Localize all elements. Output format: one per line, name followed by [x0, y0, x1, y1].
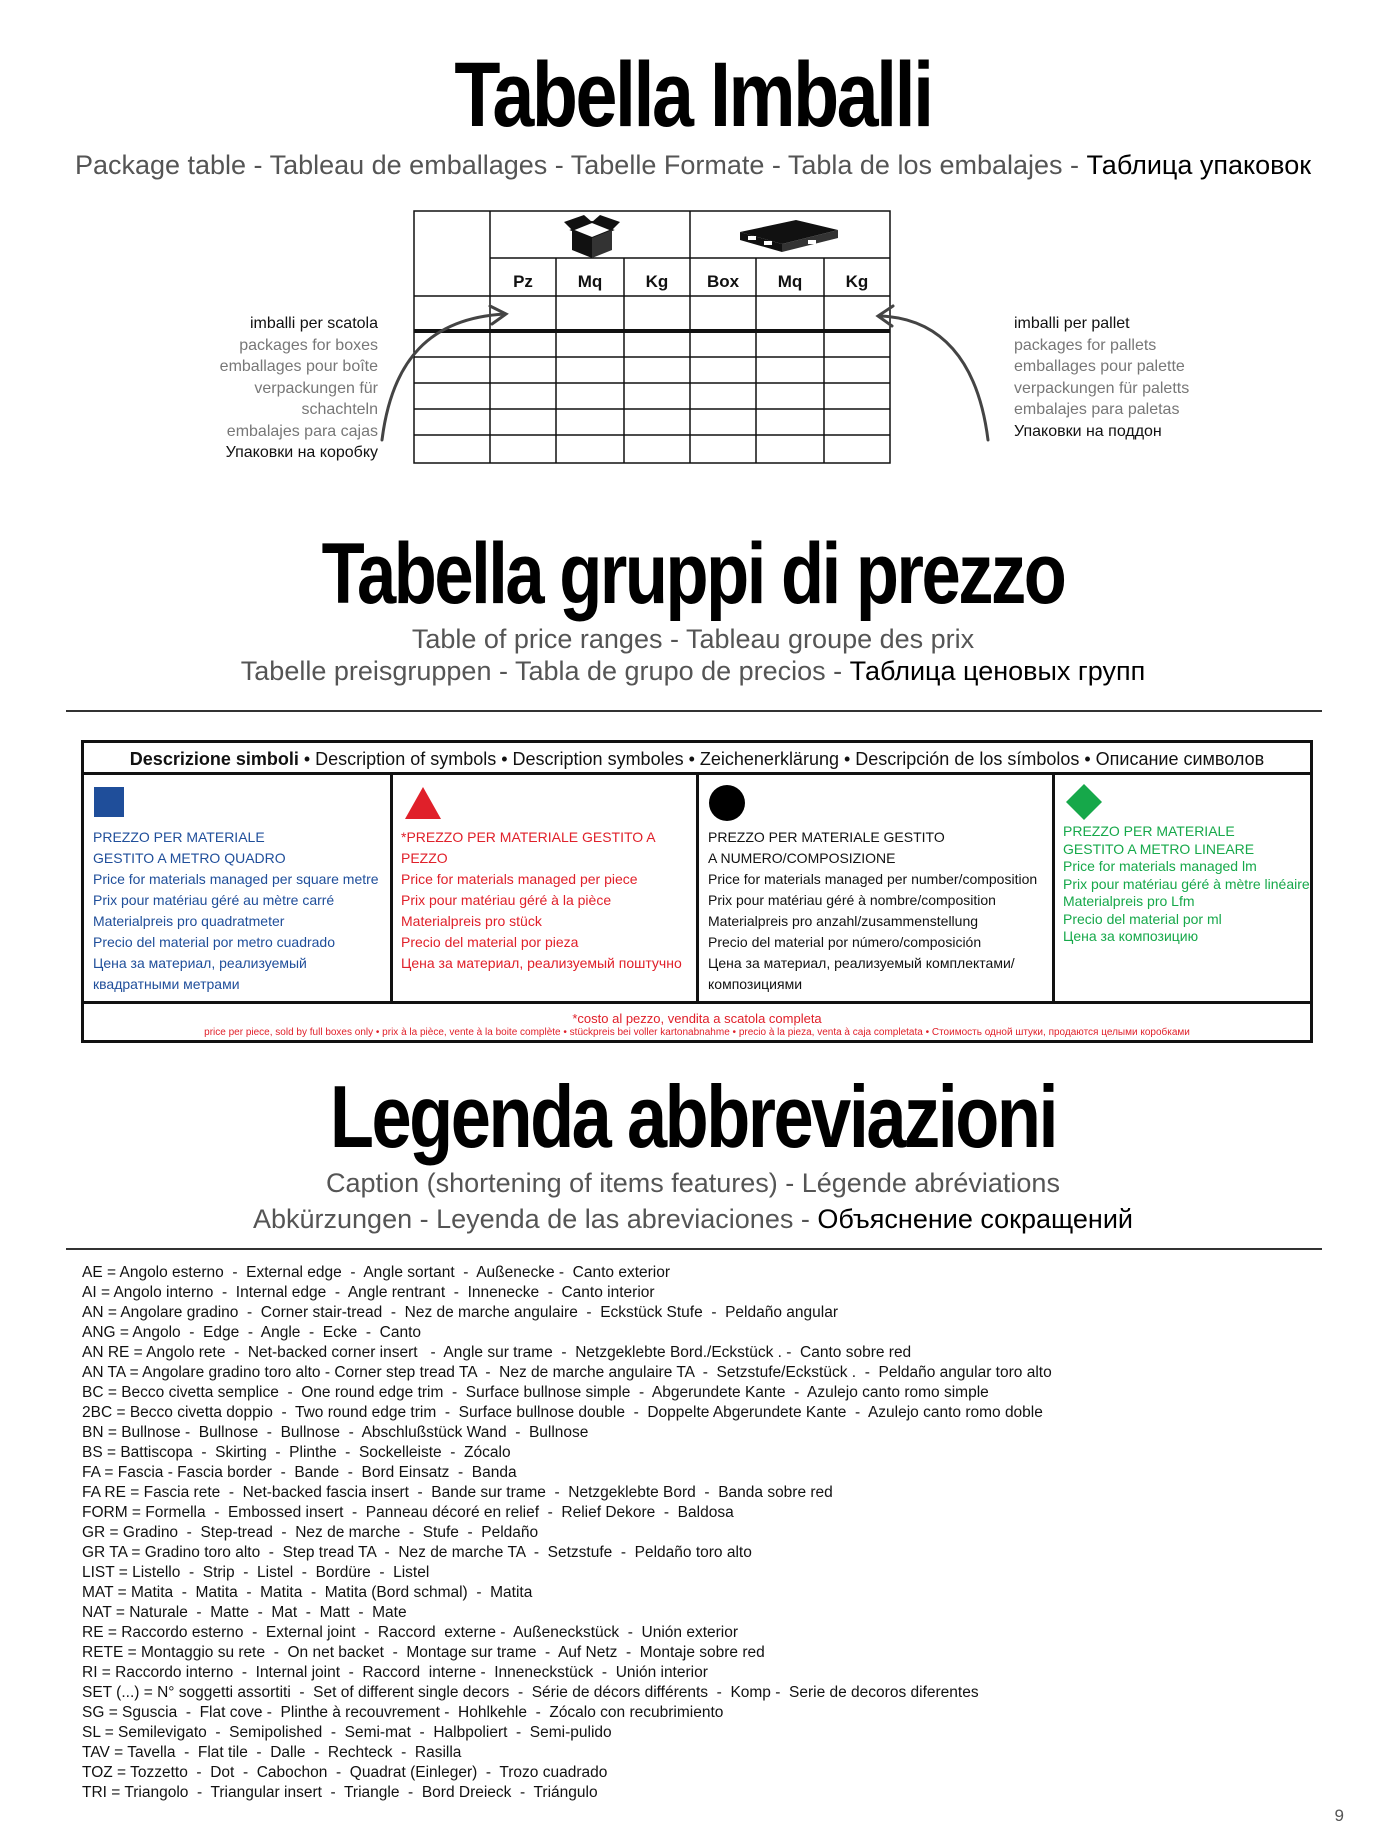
symbols-box — [81, 740, 1313, 1043]
boxes-note: imballi per scatola packages for boxes emballages pour boîte verpackungen für schachteln embalajes para cajas Упаковки на коробку — [219, 315, 378, 461]
abbreviation-list — [82, 1263, 1052, 1803]
list-item: AI = Angolo interno - Internal edge - Angle rentrant - Innenecke - Canto interior — [82, 1284, 655, 1301]
list-item: MAT = Matita - Matita - Matita - Matita (Bord schmal) - Matita — [82, 1584, 533, 1601]
col-box: Box — [706, 272, 740, 291]
list-item: GR TA = Gradino toro alto - Step tread TA - Nez de marche TA - Setzstufe - Peldaño toro alto — [82, 1544, 752, 1561]
list-item: ANG = Angolo - Edge - Angle - Ecke - Canto — [82, 1324, 422, 1341]
list-item: BS = Battiscopa - Skirting - Plinthe - Sockelleiste - Zócalo — [82, 1444, 511, 1461]
list-item: NAT = Naturale - Matte - Mat - Matt - Mate — [82, 1604, 407, 1621]
list-item: BC = Becco civetta semplice - One round edge trim - Surface bullnose simple - Abgerundete Kante - Azulejo canto romo simple — [82, 1384, 989, 1401]
symbols-header: Descrizione simboli • Description of symbols • Description symboles • Zeichenerklärung • Descripción de los símbolos • Описание символов — [84, 743, 1310, 775]
list-item: AN = Angolare gradino - Corner stair-tread - Nez de marche angulaire - Eckstück Stufe - Peldaño angular — [82, 1304, 838, 1321]
list-item: 2BC = Becco civetta doppio - Two round edge trim - Surface bullnose double - Doppelte Abgerundete Kante - Azulejo canto romo doble — [82, 1404, 1043, 1421]
legend-title: Legenda abbreviazioni — [329, 1067, 1057, 1166]
list-item: LIST = Listello - Strip - Listel - Bordüre - Listel — [82, 1564, 430, 1581]
col-mq-pallet: Mq — [777, 272, 803, 291]
list-item: FORM = Formella - Embossed insert - Panneau décoré en relief - Relief Dekore - Baldosa — [82, 1504, 734, 1521]
list-item: AE = Angolo esterno - External edge - Angle sortant - Außenecke - Canto exterior — [82, 1264, 671, 1281]
box-icon — [564, 215, 620, 258]
price-subtitle-1: Table of price ranges - Tableau groupe des prix — [411, 624, 975, 654]
package-subtitle: Package table - Tableau de emballages - Tabelle Formate - Tabla de los embalajes - Таблица упаковок — [74, 150, 1312, 180]
col-mq-box: Mq — [577, 272, 603, 291]
list-item: TOZ = Tozzetto - Dot - Cabochon - Quadrat (Einleger) - Trozo cuadrado — [82, 1764, 608, 1781]
list-item: RETE = Montaggio su rete - On net backet - Montage sur trame - Auf Netz - Montaje sobre red — [82, 1644, 765, 1661]
symbol-col-diamond: PREZZO PER MATERIALE GESTITO A METRO LINEARE Price for materials managed lm Prix pour matériau géré à mètre linéaire Materialpreis pro Lfm Precio del material por ml Цена за композицию — [1052, 775, 1310, 1001]
pallet-icon — [740, 220, 838, 252]
col-pz: Pz — [513, 272, 533, 291]
blue-square-icon — [94, 787, 124, 817]
list-item: GR = Gradino - Step-tread - Nez de marche - Stufe - Peldaño — [82, 1524, 539, 1541]
col-kg-pallet: Kg — [845, 272, 869, 291]
list-item: FA = Fascia - Fascia border - Bande - Bord Einsatz - Banda — [82, 1464, 517, 1481]
black-circle-icon — [709, 785, 745, 821]
list-item: RI = Raccordo interno - Internal joint - Raccord interne - Inneneckstück - Unión interior — [82, 1664, 708, 1681]
symbol-col-square: PREZZO PER MATERIALE GESTITO A METRO QUADRO Price for materials managed per square metre Prix pour matériau géré au mètre carré Materialpreis pro quadratmeter Precio del material por metro cuadrado Цена за материал, реализуемый квадратными метрами — [84, 775, 390, 1001]
list-item: FA RE = Fascia rete - Net-backed fascia insert - Bande sur trame - Netzgeklebte Bord - Banda sobre red — [82, 1484, 833, 1501]
list-item: SL = Semilevigato - Semipolished - Semi-mat - Halbpoliert - Semi-pulido — [82, 1724, 612, 1741]
package-title: Tabella Imballi — [454, 44, 932, 146]
list-item: RE = Raccordo esterno - External joint - Raccord externe - Außeneckstück - Unión exterior — [82, 1624, 739, 1641]
price-title: Tabella gruppi di prezzo — [321, 526, 1065, 622]
list-item: TAV = Tavella - Flat tile - Dalle - Rechteck - Rasilla — [82, 1744, 462, 1761]
symbol-col-triangle: *PREZZO PER MATERIALE GESTITO A PEZZO Price for materials managed per piece Prix pour matériau géré à la pièce Materialpreis pro stück Precio del material por pieza Цена за материал, реализуемый поштучно — [390, 775, 696, 1001]
list-item: BN = Bullnose - Bullnose - Bullnose - Abschlußstück Wand - Bullnose — [82, 1424, 589, 1441]
red-triangle-icon — [403, 785, 443, 821]
list-item: SET (...) = N° soggetti assortiti - Set of different single decors - Série de décors différents - Komp - Serie de decoros diferentes — [82, 1684, 979, 1701]
divider — [66, 710, 1322, 712]
divider — [66, 1248, 1322, 1250]
list-item: TRI = Triangolo - Triangular insert - Triangle - Bord Dreieck - Triángulo — [82, 1784, 598, 1801]
legend-subtitle-2: Abkürzungen - Leyenda de las abreviaciones - Объяснение сокращений — [252, 1204, 1134, 1234]
col-kg-box: Kg — [645, 272, 669, 291]
price-subtitle-2: Tabelle preisgruppen - Tabla de grupo de precios - Таблица ценовых групп — [240, 656, 1146, 686]
pallets-note: imballi per pallet packages for pallets emballages pour palette verpackungen für paletts embalajes para paletas Упаковки на поддон — [1014, 315, 1190, 440]
legend-subtitle-1: Caption (shortening of items features) - Légende abréviations — [326, 1168, 1060, 1198]
list-item: AN TA = Angolare gradino toro alto - Corner step tread TA - Nez de marche angulaire TA - Setzstufe/Eckstück . - Peldaño angular toro alto — [82, 1364, 1052, 1381]
symbols-footnote: *costo al pezzo, vendita a scatola completa price per piece, sold by full boxes only • prix à la pièce, vente à la boite complète • stückpreis bei voller kartonabnahme • precio à la pieza, venta à caja completata • Стоимость одной штуки, продаются целыми коробками — [84, 1001, 1310, 1043]
page-number: 9 — [1334, 1806, 1344, 1825]
symbol-col-circle: PREZZO PER MATERIALE GESTITO A NUMERO/COMPOSIZIONE Price for materials managed per number/composition Prix pour matériau géré à nombre/composition Materialpreis pro anzahl/zusammenstellung Precio del material por número/composición Цена за материал, реализуемый комплектами/ композициями — [696, 775, 1052, 1001]
list-item: SG = Sguscia - Flat cove - Plinthe à recouvrement - Hohlkehle - Zócalo con recubrimiento — [82, 1704, 724, 1721]
green-diamond-icon — [1065, 783, 1103, 821]
list-item: AN RE = Angolo rete - Net-backed corner insert - Angle sur trame - Netzgeklebte Bord./Eckstück . - Canto sobre red — [82, 1344, 912, 1361]
